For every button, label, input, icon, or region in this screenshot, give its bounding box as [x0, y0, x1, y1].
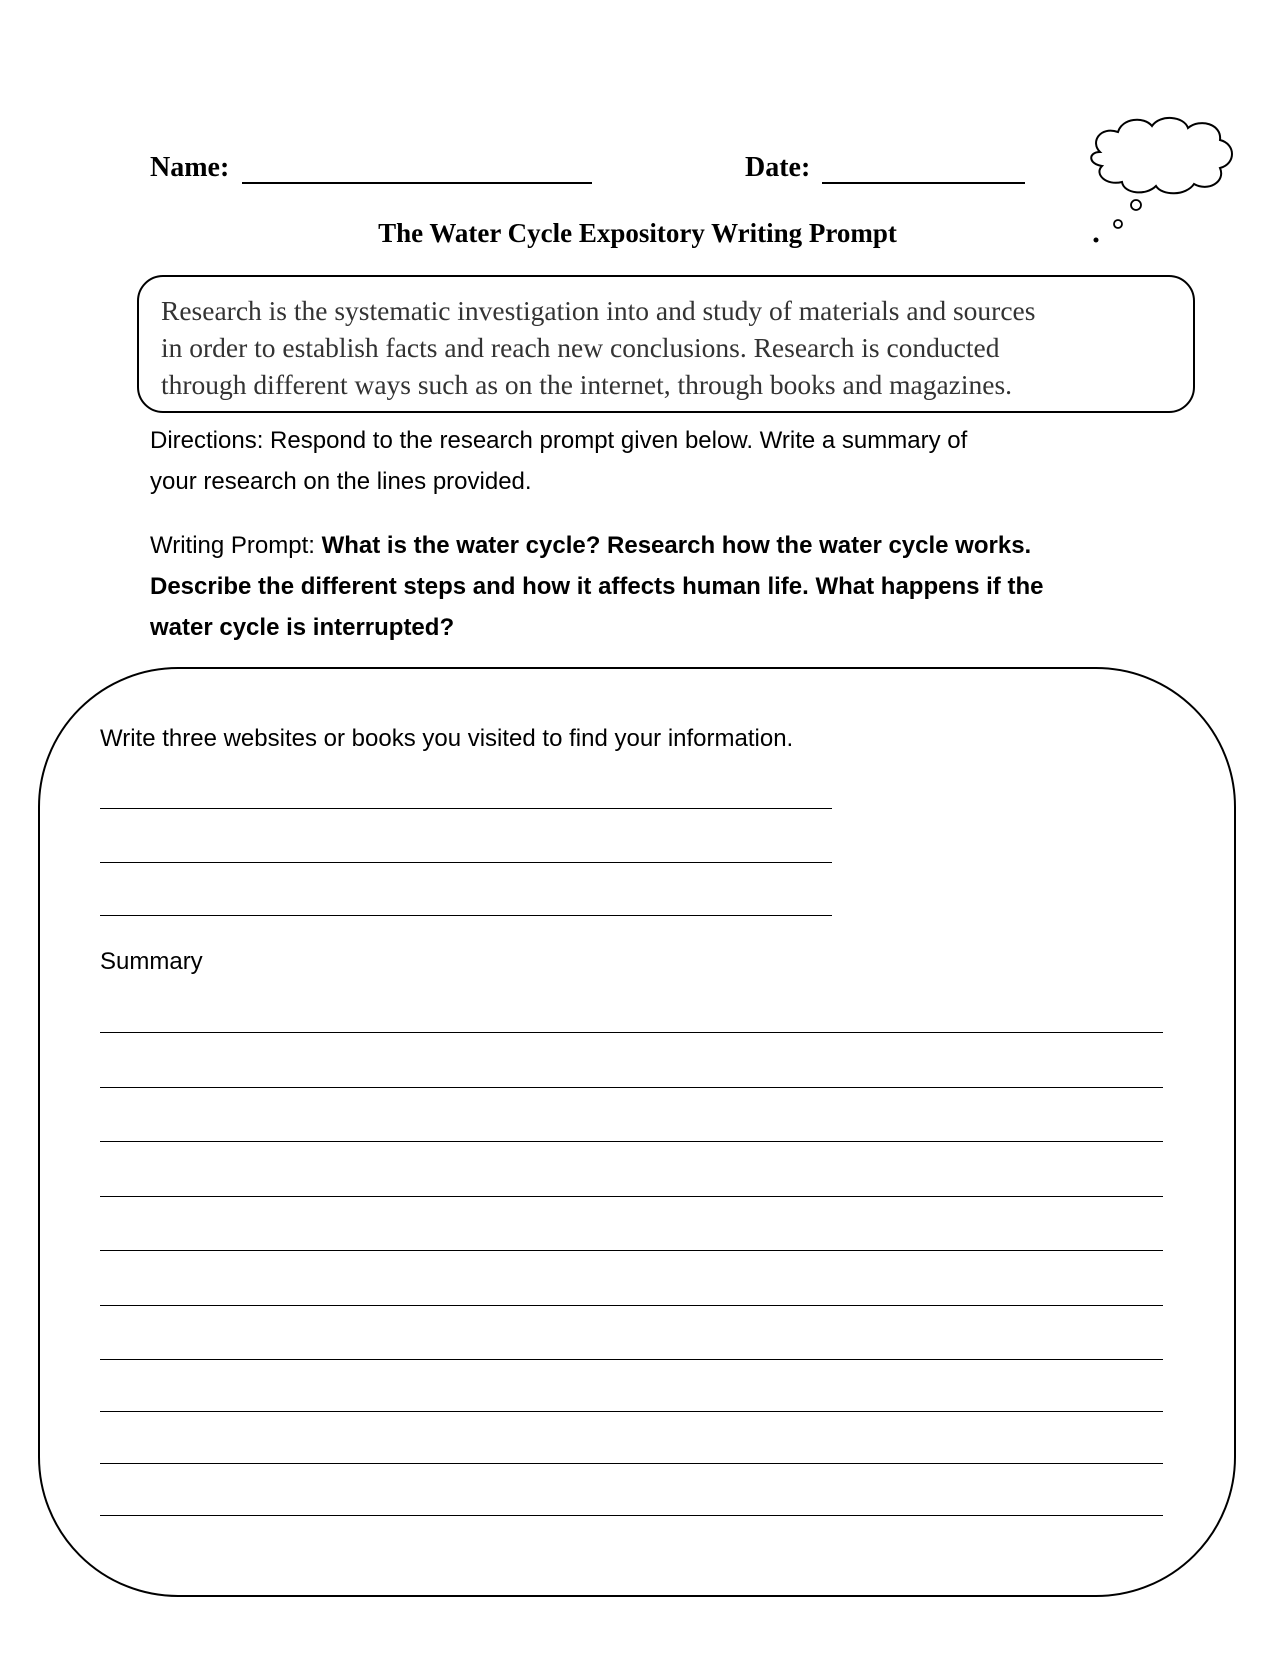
summary-writing-line[interactable] [100, 1515, 1163, 1516]
summary-writing-line[interactable] [100, 1305, 1163, 1306]
summary-writing-line[interactable] [100, 1250, 1163, 1251]
definition-line: Research is the systematic investigation into and study of materials and sources [161, 295, 1036, 326]
prompt-question: water cycle is interrupted? [150, 614, 455, 641]
prompt-question: Describe the different steps and how it affects human life. What happens if the [150, 573, 1044, 600]
thought-cloud-icon [1070, 112, 1250, 252]
summary-writing-line[interactable] [100, 1359, 1163, 1360]
prompt-label: Writing Prompt: [150, 532, 322, 559]
directions [150, 420, 1150, 502]
source-writing-line[interactable] [100, 915, 832, 916]
summary-writing-line[interactable] [100, 1141, 1163, 1142]
page-title: The Water Cycle Expository Writing Prompt [378, 218, 897, 248]
name-label: Name: [150, 152, 230, 183]
prompt-line [150, 525, 1150, 566]
date-label: Date: [745, 152, 811, 183]
name-field[interactable] [242, 152, 592, 184]
writing-prompt [150, 525, 1150, 648]
prompt-question: What is the water cycle? Research how the water cycle works. [321, 532, 1032, 559]
answer-box [38, 667, 1236, 1597]
summary-label: Summary [100, 948, 203, 975]
summary-writing-line[interactable] [100, 1463, 1163, 1464]
source-writing-line[interactable] [100, 862, 832, 863]
summary-writing-line[interactable] [100, 1411, 1163, 1412]
definition-box [137, 275, 1195, 413]
summary-writing-line[interactable] [100, 1087, 1163, 1088]
directions-line: your research on the lines provided. [150, 468, 532, 495]
directions-line: Directions: Respond to the research prompt given below. Write a summary of [150, 427, 968, 454]
date-field[interactable] [822, 152, 1025, 184]
definition-line: through different ways such as on the internet, through books and magazines. [161, 369, 1013, 400]
summary-writing-line[interactable] [100, 1032, 1163, 1033]
definition-line: in order to establish facts and reach new conclusions. Research is conducted [161, 332, 1000, 363]
sources-instruction: Write three websites or books you visited to find your information. [100, 725, 794, 752]
summary-writing-line[interactable] [100, 1196, 1163, 1197]
source-writing-line[interactable] [100, 808, 832, 809]
